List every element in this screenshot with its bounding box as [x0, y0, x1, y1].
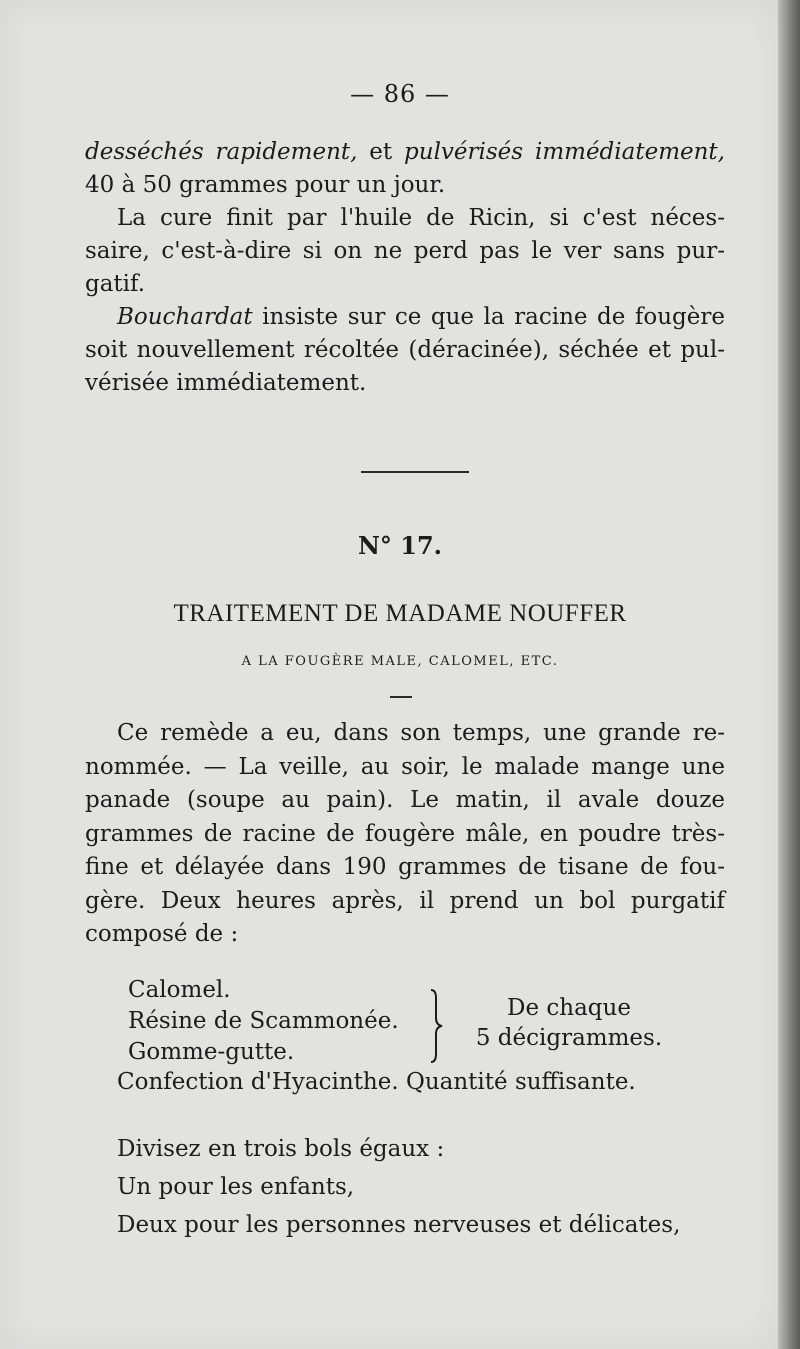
short-dash-divider [390, 696, 412, 698]
text-line: Un pour les enfants, [117, 1174, 355, 1200]
italic-text: pulvérisés immédiatement, [404, 139, 725, 165]
text-line: gatif. [85, 271, 146, 297]
curly-brace-icon [427, 988, 445, 1064]
text-line: Deux pour les personnes nerveuses et délicates, [117, 1212, 681, 1238]
text-line: grammes de racine de fougère mâle, en poudre très- [85, 820, 725, 847]
text-line: Ce remède a eu, dans son temps, une grande re- [117, 720, 725, 746]
ingredient: Résine de Scammonée. [128, 1008, 399, 1034]
ingredient: Gomme-gutte. [128, 1039, 295, 1065]
text-line: composé de : [85, 921, 239, 947]
page-edge-shadow [778, 0, 800, 1349]
text-line: 40 à 50 grammes pour un jour. [85, 172, 446, 198]
section-number: N° 17. [357, 531, 443, 560]
recipe-ingredients [128, 975, 399, 1068]
text-line: gère. Deux heures après, il prend un bol purgatif [85, 887, 725, 914]
text-line: La cure finit par l'huile de Ricin, si c'est néces- [117, 205, 725, 231]
text-fragment: et [357, 139, 405, 165]
text-line [85, 136, 725, 169]
text-line: soit nouvellement récoltée (déracinée), séchée et pul- [85, 337, 725, 363]
body-paragraph [85, 717, 725, 952]
italic-text: desséchés rapidement, [85, 139, 358, 165]
closing-text [117, 1130, 680, 1244]
text-line: fine et délayée dans 190 grammes de tisane de fou- [85, 854, 725, 880]
confection-line: Confection d'Hyacinthe. Quantité suffisante. [117, 1069, 636, 1095]
text-line [85, 301, 725, 334]
text-line: vérisée immédiatement. [85, 370, 367, 396]
section-subtitle: A LA FOUGÈRE MALE, CALOMEL, ETC. [241, 654, 559, 669]
dose-note [474, 993, 664, 1053]
dose-line: 5 décigrammes. [475, 1025, 663, 1051]
section-title: TRAITEMENT DE MADAME NOUFFER [173, 600, 627, 627]
text-line: panade (soupe au pain). Le matin, il avale douze [85, 787, 725, 813]
text-line: Divisez en trois bols égaux : [117, 1136, 445, 1162]
dose-line: De chaque [507, 995, 631, 1021]
top-text-block [85, 136, 725, 400]
text-line: saire, c'est-à-dire si on ne perd pas le ver sans pur- [85, 238, 725, 264]
text-fragment: insiste sur ce que la racine de fougère [252, 304, 725, 330]
page-number: — 86 — [350, 80, 450, 108]
text-line: nommée. — La veille, au soir, le malade mange une [85, 753, 725, 780]
section-divider [361, 471, 469, 473]
ingredient: Calomel. [128, 977, 231, 1003]
author-name: Bouchardat [117, 304, 253, 330]
